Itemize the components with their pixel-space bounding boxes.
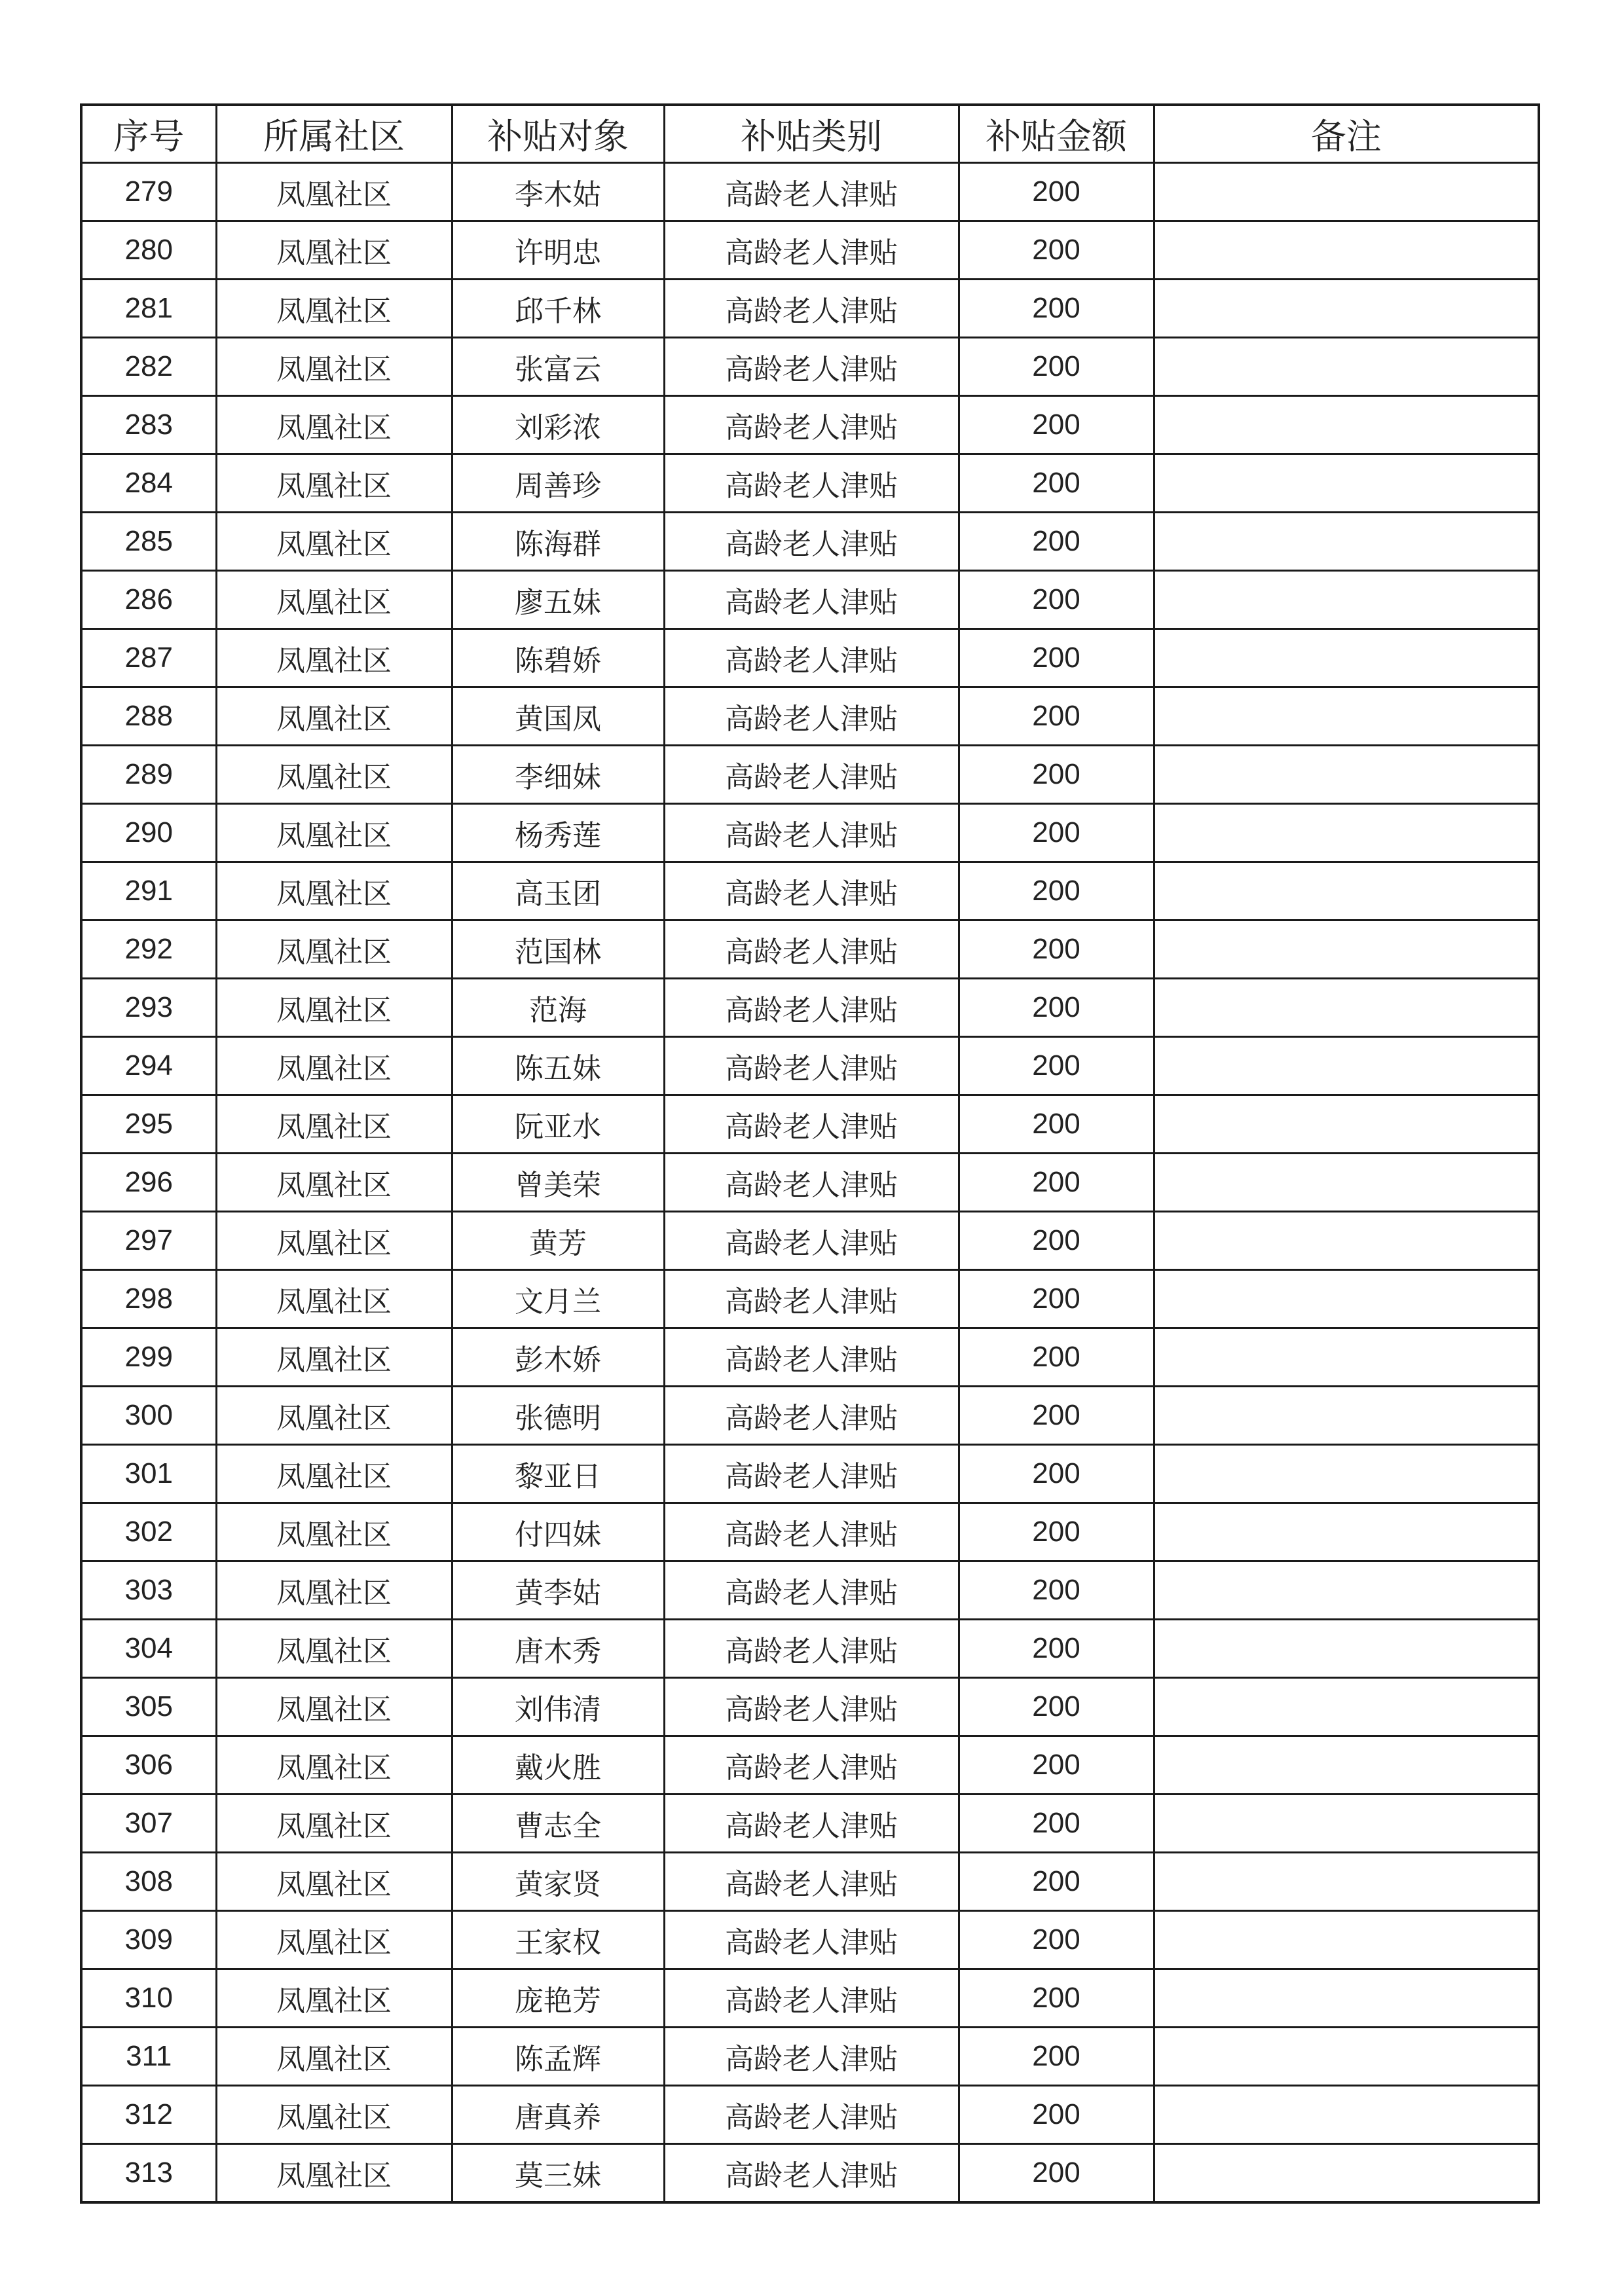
cell-remarks	[1154, 1270, 1539, 1328]
cell-subsidy-type: 高龄老人津贴	[664, 396, 959, 454]
cell-recipient: 范国林	[452, 920, 664, 979]
table-row	[81, 163, 1539, 221]
cell-community: 凤凰社区	[216, 1154, 452, 1212]
cell-subsidy-type: 高龄老人津贴	[664, 1620, 959, 1678]
cell-serial-number: 285	[81, 513, 216, 571]
cell-community: 凤凰社区	[216, 1853, 452, 1911]
cell-remarks	[1154, 979, 1539, 1037]
cell-subsidy-amount: 200	[959, 1561, 1154, 1620]
cell-community: 凤凰社区	[216, 513, 452, 571]
cell-community: 凤凰社区	[216, 571, 452, 629]
cell-remarks	[1154, 513, 1539, 571]
cell-recipient: 曹志全	[452, 1795, 664, 1853]
cell-serial-number: 310	[81, 1969, 216, 2028]
header-serial-number: 序号	[81, 105, 216, 163]
table-body	[81, 163, 1539, 2203]
cell-recipient: 彭木娇	[452, 1328, 664, 1387]
cell-serial-number: 288	[81, 687, 216, 746]
cell-subsidy-amount: 200	[959, 1154, 1154, 1212]
cell-subsidy-amount: 200	[959, 804, 1154, 862]
cell-subsidy-type: 高龄老人津贴	[664, 1095, 959, 1154]
cell-serial-number: 290	[81, 804, 216, 862]
table-row	[81, 454, 1539, 513]
cell-subsidy-type: 高龄老人津贴	[664, 221, 959, 280]
cell-subsidy-amount: 200	[959, 1212, 1154, 1270]
table-row	[81, 746, 1539, 804]
cell-remarks	[1154, 1969, 1539, 2028]
cell-recipient: 廖五妹	[452, 571, 664, 629]
cell-community: 凤凰社区	[216, 280, 452, 338]
cell-serial-number: 309	[81, 1911, 216, 1969]
cell-subsidy-type: 高龄老人津贴	[664, 804, 959, 862]
cell-subsidy-amount: 200	[959, 1095, 1154, 1154]
cell-community: 凤凰社区	[216, 1270, 452, 1328]
cell-subsidy-type: 高龄老人津贴	[664, 1736, 959, 1795]
cell-subsidy-amount: 200	[959, 338, 1154, 396]
cell-recipient: 张富云	[452, 338, 664, 396]
cell-recipient: 陈孟辉	[452, 2028, 664, 2086]
cell-subsidy-amount: 200	[959, 1328, 1154, 1387]
cell-community: 凤凰社区	[216, 804, 452, 862]
cell-recipient: 陈海群	[452, 513, 664, 571]
cell-recipient: 唐真养	[452, 2086, 664, 2144]
cell-community: 凤凰社区	[216, 221, 452, 280]
cell-subsidy-type: 高龄老人津贴	[664, 1561, 959, 1620]
cell-community: 凤凰社区	[216, 338, 452, 396]
cell-remarks	[1154, 571, 1539, 629]
cell-subsidy-type: 高龄老人津贴	[664, 280, 959, 338]
cell-subsidy-amount: 200	[959, 746, 1154, 804]
cell-serial-number: 284	[81, 454, 216, 513]
cell-subsidy-amount: 200	[959, 163, 1154, 221]
cell-remarks	[1154, 804, 1539, 862]
cell-subsidy-amount: 200	[959, 1795, 1154, 1853]
cell-serial-number: 306	[81, 1736, 216, 1795]
cell-subsidy-amount: 200	[959, 1620, 1154, 1678]
cell-remarks	[1154, 1503, 1539, 1561]
table-row	[81, 513, 1539, 571]
cell-recipient: 黄国凤	[452, 687, 664, 746]
cell-remarks	[1154, 1795, 1539, 1853]
cell-serial-number: 307	[81, 1795, 216, 1853]
cell-subsidy-amount: 200	[959, 920, 1154, 979]
cell-serial-number: 287	[81, 629, 216, 687]
cell-subsidy-amount: 200	[959, 1445, 1154, 1503]
cell-subsidy-type: 高龄老人津贴	[664, 979, 959, 1037]
cell-recipient: 庞艳芳	[452, 1969, 664, 2028]
cell-serial-number: 301	[81, 1445, 216, 1503]
table-row	[81, 1969, 1539, 2028]
cell-community: 凤凰社区	[216, 1445, 452, 1503]
cell-subsidy-type: 高龄老人津贴	[664, 687, 959, 746]
cell-remarks	[1154, 1095, 1539, 1154]
cell-community: 凤凰社区	[216, 1561, 452, 1620]
cell-recipient: 许明忠	[452, 221, 664, 280]
table-row	[81, 804, 1539, 862]
cell-remarks	[1154, 687, 1539, 746]
header-row	[81, 105, 1539, 163]
cell-community: 凤凰社区	[216, 979, 452, 1037]
cell-subsidy-type: 高龄老人津贴	[664, 629, 959, 687]
cell-recipient: 杨秀莲	[452, 804, 664, 862]
cell-recipient: 张德明	[452, 1387, 664, 1445]
cell-subsidy-type: 高龄老人津贴	[664, 338, 959, 396]
table-row	[81, 979, 1539, 1037]
cell-recipient: 黄芳	[452, 1212, 664, 1270]
table-row	[81, 1853, 1539, 1911]
cell-serial-number: 297	[81, 1212, 216, 1270]
table-row	[81, 629, 1539, 687]
cell-recipient: 王家权	[452, 1911, 664, 1969]
table-row	[81, 1503, 1539, 1561]
cell-community: 凤凰社区	[216, 1037, 452, 1095]
cell-community: 凤凰社区	[216, 454, 452, 513]
cell-subsidy-type: 高龄老人津贴	[664, 1853, 959, 1911]
cell-remarks	[1154, 862, 1539, 920]
cell-remarks	[1154, 1212, 1539, 1270]
cell-remarks	[1154, 1620, 1539, 1678]
header-remarks: 备注	[1154, 105, 1539, 163]
cell-remarks	[1154, 338, 1539, 396]
cell-remarks	[1154, 1911, 1539, 1969]
cell-remarks	[1154, 1445, 1539, 1503]
cell-serial-number: 282	[81, 338, 216, 396]
cell-subsidy-amount: 200	[959, 2028, 1154, 2086]
cell-subsidy-amount: 200	[959, 1678, 1154, 1736]
cell-community: 凤凰社区	[216, 1911, 452, 1969]
cell-subsidy-type: 高龄老人津贴	[664, 2028, 959, 2086]
cell-recipient: 刘伟清	[452, 1678, 664, 1736]
cell-subsidy-amount: 200	[959, 1387, 1154, 1445]
cell-subsidy-type: 高龄老人津贴	[664, 2086, 959, 2144]
cell-recipient: 阮亚水	[452, 1095, 664, 1154]
cell-subsidy-type: 高龄老人津贴	[664, 1328, 959, 1387]
cell-subsidy-amount: 200	[959, 2144, 1154, 2203]
cell-serial-number: 280	[81, 221, 216, 280]
table-row	[81, 2144, 1539, 2203]
table-row	[81, 1736, 1539, 1795]
cell-community: 凤凰社区	[216, 1328, 452, 1387]
cell-subsidy-type: 高龄老人津贴	[664, 746, 959, 804]
cell-recipient: 李细妹	[452, 746, 664, 804]
table-row	[81, 1387, 1539, 1445]
cell-subsidy-amount: 200	[959, 979, 1154, 1037]
cell-remarks	[1154, 1387, 1539, 1445]
cell-remarks	[1154, 1154, 1539, 1212]
cell-recipient: 邱千林	[452, 280, 664, 338]
cell-remarks	[1154, 920, 1539, 979]
cell-community: 凤凰社区	[216, 1969, 452, 2028]
cell-subsidy-type: 高龄老人津贴	[664, 1037, 959, 1095]
table-row	[81, 1212, 1539, 1270]
cell-subsidy-type: 高龄老人津贴	[664, 1911, 959, 1969]
cell-community: 凤凰社区	[216, 1678, 452, 1736]
cell-subsidy-type: 高龄老人津贴	[664, 1154, 959, 1212]
header-subsidy-amount: 补贴金额	[959, 105, 1154, 163]
cell-recipient: 刘彩浓	[452, 396, 664, 454]
table-row	[81, 862, 1539, 920]
cell-serial-number: 299	[81, 1328, 216, 1387]
cell-community: 凤凰社区	[216, 2144, 452, 2203]
cell-serial-number: 291	[81, 862, 216, 920]
table-row	[81, 221, 1539, 280]
cell-subsidy-amount: 200	[959, 2086, 1154, 2144]
cell-community: 凤凰社区	[216, 862, 452, 920]
cell-subsidy-amount: 200	[959, 1736, 1154, 1795]
cell-community: 凤凰社区	[216, 687, 452, 746]
cell-subsidy-amount: 200	[959, 862, 1154, 920]
cell-community: 凤凰社区	[216, 1620, 452, 1678]
table-row	[81, 338, 1539, 396]
cell-recipient: 付四妹	[452, 1503, 664, 1561]
cell-recipient: 黄李姑	[452, 1561, 664, 1620]
subsidy-table	[80, 103, 1540, 2204]
table-row	[81, 2028, 1539, 2086]
cell-subsidy-type: 高龄老人津贴	[664, 920, 959, 979]
cell-subsidy-amount: 200	[959, 687, 1154, 746]
cell-community: 凤凰社区	[216, 2086, 452, 2144]
cell-subsidy-amount: 200	[959, 396, 1154, 454]
cell-serial-number: 283	[81, 396, 216, 454]
cell-subsidy-amount: 200	[959, 571, 1154, 629]
cell-subsidy-amount: 200	[959, 280, 1154, 338]
cell-community: 凤凰社区	[216, 1736, 452, 1795]
cell-serial-number: 298	[81, 1270, 216, 1328]
table-row	[81, 1328, 1539, 1387]
cell-serial-number: 293	[81, 979, 216, 1037]
cell-subsidy-amount: 200	[959, 1503, 1154, 1561]
cell-community: 凤凰社区	[216, 1212, 452, 1270]
cell-subsidy-type: 高龄老人津贴	[664, 571, 959, 629]
cell-subsidy-amount: 200	[959, 629, 1154, 687]
cell-serial-number: 304	[81, 1620, 216, 1678]
cell-subsidy-type: 高龄老人津贴	[664, 1387, 959, 1445]
cell-subsidy-amount: 200	[959, 454, 1154, 513]
cell-serial-number: 300	[81, 1387, 216, 1445]
cell-subsidy-amount: 200	[959, 513, 1154, 571]
header-recipient: 补贴对象	[452, 105, 664, 163]
cell-serial-number: 294	[81, 1037, 216, 1095]
cell-subsidy-amount: 200	[959, 1853, 1154, 1911]
cell-subsidy-type: 高龄老人津贴	[664, 1678, 959, 1736]
cell-remarks	[1154, 746, 1539, 804]
cell-serial-number: 302	[81, 1503, 216, 1561]
subsidy-list-page	[80, 103, 1538, 2204]
cell-serial-number: 313	[81, 2144, 216, 2203]
cell-remarks	[1154, 396, 1539, 454]
header-subsidy-type: 补贴类别	[664, 105, 959, 163]
cell-remarks	[1154, 163, 1539, 221]
header-community: 所属社区	[216, 105, 452, 163]
cell-recipient: 戴火胜	[452, 1736, 664, 1795]
cell-community: 凤凰社区	[216, 1503, 452, 1561]
table-row	[81, 280, 1539, 338]
cell-remarks	[1154, 1853, 1539, 1911]
cell-community: 凤凰社区	[216, 1795, 452, 1853]
cell-serial-number: 292	[81, 920, 216, 979]
cell-recipient: 范海	[452, 979, 664, 1037]
cell-serial-number: 279	[81, 163, 216, 221]
cell-recipient: 文月兰	[452, 1270, 664, 1328]
cell-subsidy-type: 高龄老人津贴	[664, 2144, 959, 2203]
cell-subsidy-amount: 200	[959, 221, 1154, 280]
cell-remarks	[1154, 629, 1539, 687]
table-row	[81, 396, 1539, 454]
cell-subsidy-type: 高龄老人津贴	[664, 163, 959, 221]
cell-recipient: 黎亚日	[452, 1445, 664, 1503]
cell-subsidy-type: 高龄老人津贴	[664, 862, 959, 920]
cell-subsidy-amount: 200	[959, 1270, 1154, 1328]
cell-serial-number: 311	[81, 2028, 216, 2086]
table-row	[81, 1911, 1539, 1969]
cell-remarks	[1154, 1561, 1539, 1620]
cell-remarks	[1154, 221, 1539, 280]
cell-recipient: 唐木秀	[452, 1620, 664, 1678]
cell-community: 凤凰社区	[216, 2028, 452, 2086]
cell-community: 凤凰社区	[216, 1387, 452, 1445]
table-row	[81, 571, 1539, 629]
cell-serial-number: 303	[81, 1561, 216, 1620]
cell-subsidy-type: 高龄老人津贴	[664, 513, 959, 571]
cell-recipient: 周善珍	[452, 454, 664, 513]
cell-subsidy-type: 高龄老人津贴	[664, 1445, 959, 1503]
table-row	[81, 687, 1539, 746]
cell-subsidy-amount: 200	[959, 1969, 1154, 2028]
cell-recipient: 高玉团	[452, 862, 664, 920]
cell-serial-number: 286	[81, 571, 216, 629]
cell-serial-number: 295	[81, 1095, 216, 1154]
cell-recipient: 李木姑	[452, 163, 664, 221]
table-row	[81, 2086, 1539, 2144]
table-row	[81, 1095, 1539, 1154]
cell-serial-number: 312	[81, 2086, 216, 2144]
cell-remarks	[1154, 2144, 1539, 2203]
cell-community: 凤凰社区	[216, 396, 452, 454]
table-row	[81, 920, 1539, 979]
cell-serial-number: 281	[81, 280, 216, 338]
cell-remarks	[1154, 2086, 1539, 2144]
cell-recipient: 曾美荣	[452, 1154, 664, 1212]
cell-recipient: 陈碧娇	[452, 629, 664, 687]
table-row	[81, 1561, 1539, 1620]
cell-recipient: 陈五妹	[452, 1037, 664, 1095]
table-row	[81, 1270, 1539, 1328]
cell-community: 凤凰社区	[216, 629, 452, 687]
cell-subsidy-amount: 200	[959, 1037, 1154, 1095]
cell-serial-number: 308	[81, 1853, 216, 1911]
cell-serial-number: 305	[81, 1678, 216, 1736]
cell-remarks	[1154, 1037, 1539, 1095]
cell-remarks	[1154, 454, 1539, 513]
cell-subsidy-type: 高龄老人津贴	[664, 1795, 959, 1853]
table-row	[81, 1154, 1539, 1212]
cell-subsidy-type: 高龄老人津贴	[664, 1270, 959, 1328]
cell-remarks	[1154, 1678, 1539, 1736]
cell-serial-number: 289	[81, 746, 216, 804]
cell-community: 凤凰社区	[216, 1095, 452, 1154]
table-row	[81, 1795, 1539, 1853]
cell-remarks	[1154, 1328, 1539, 1387]
cell-community: 凤凰社区	[216, 920, 452, 979]
cell-recipient: 黄家贤	[452, 1853, 664, 1911]
cell-serial-number: 296	[81, 1154, 216, 1212]
cell-subsidy-type: 高龄老人津贴	[664, 1503, 959, 1561]
cell-subsidy-amount: 200	[959, 1911, 1154, 1969]
table-row	[81, 1445, 1539, 1503]
cell-community: 凤凰社区	[216, 746, 452, 804]
table-row	[81, 1678, 1539, 1736]
cell-subsidy-type: 高龄老人津贴	[664, 454, 959, 513]
cell-remarks	[1154, 1736, 1539, 1795]
cell-subsidy-type: 高龄老人津贴	[664, 1969, 959, 2028]
table-row	[81, 1620, 1539, 1678]
cell-subsidy-type: 高龄老人津贴	[664, 1212, 959, 1270]
table-row	[81, 1037, 1539, 1095]
cell-remarks	[1154, 2028, 1539, 2086]
cell-recipient: 莫三妹	[452, 2144, 664, 2203]
cell-community: 凤凰社区	[216, 163, 452, 221]
cell-remarks	[1154, 280, 1539, 338]
